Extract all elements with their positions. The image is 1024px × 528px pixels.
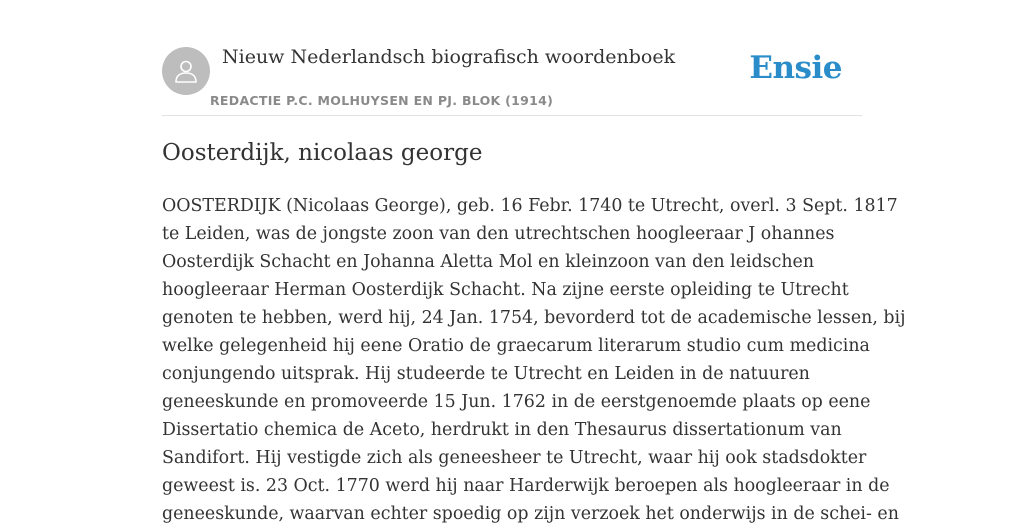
article-text-line: genoten te hebben, werd hij, 24 Jan. 1754, bevorderd tot de academische lessen, bij (162, 308, 906, 328)
brand-logo[interactable]: Ensie (749, 50, 842, 86)
article-text-line: geweest is. 23 Oct. 1770 werd hij naar Harderwijk beroepen als hoogleeraar in de (162, 476, 890, 496)
article-text-line: Sandifort. Hij vestigde zich als geneesheer te Utrecht, waar hij ook stadsdokter (162, 448, 867, 468)
user-icon (172, 57, 200, 85)
article-text-line: conjungendo uitsprak. Hij studeerde te Utrecht en Leiden in de natuuren (162, 364, 810, 384)
source-title[interactable]: Nieuw Nederlandsch biografisch woordenboek (222, 46, 676, 68)
source-avatar[interactable] (162, 47, 210, 95)
source-header (162, 0, 862, 116)
source-editors: REDACTIE P.C. MOLHUYSEN EN PJ. BLOK (1914) (210, 93, 554, 108)
article-title: Oosterdijk, nicolaas george (162, 140, 483, 166)
article-text-line: geneeskunde, waarvan echter spoedig op zijn verzoek het onderwijs in de schei- en (162, 504, 899, 524)
article-text-line: Dissertatio chemica de Aceto, herdrukt in den Thesaurus dissertationum van (162, 420, 842, 440)
article-text-line: Oosterdijk Schacht en Johanna Aletta Mol en kleinzoon van den leidschen (162, 252, 815, 272)
article-text-line: hoogleeraar Herman Oosterdijk Schacht. Na zijne eerste opleiding te Utrecht (162, 280, 849, 300)
article-text-line: te Leiden, was de jongste zoon van den utrechtschen hoogleeraar J ohannes (162, 224, 835, 244)
article-text-line: welke gelegenheid hij eene Oratio de graecarum literarum studio cum medicina (162, 336, 870, 356)
article-text-line: geneeskunde en promoveerde 15 Jun. 1762 in de eerstgenoemde plaats op eene (162, 392, 871, 412)
article-body (162, 192, 906, 528)
article-container (162, 0, 906, 524)
article-text-line: OOSTERDIJK (Nicolaas George), geb. 16 Febr. 1740 te Utrecht, overl. 3 Sept. 1817 (162, 196, 898, 216)
